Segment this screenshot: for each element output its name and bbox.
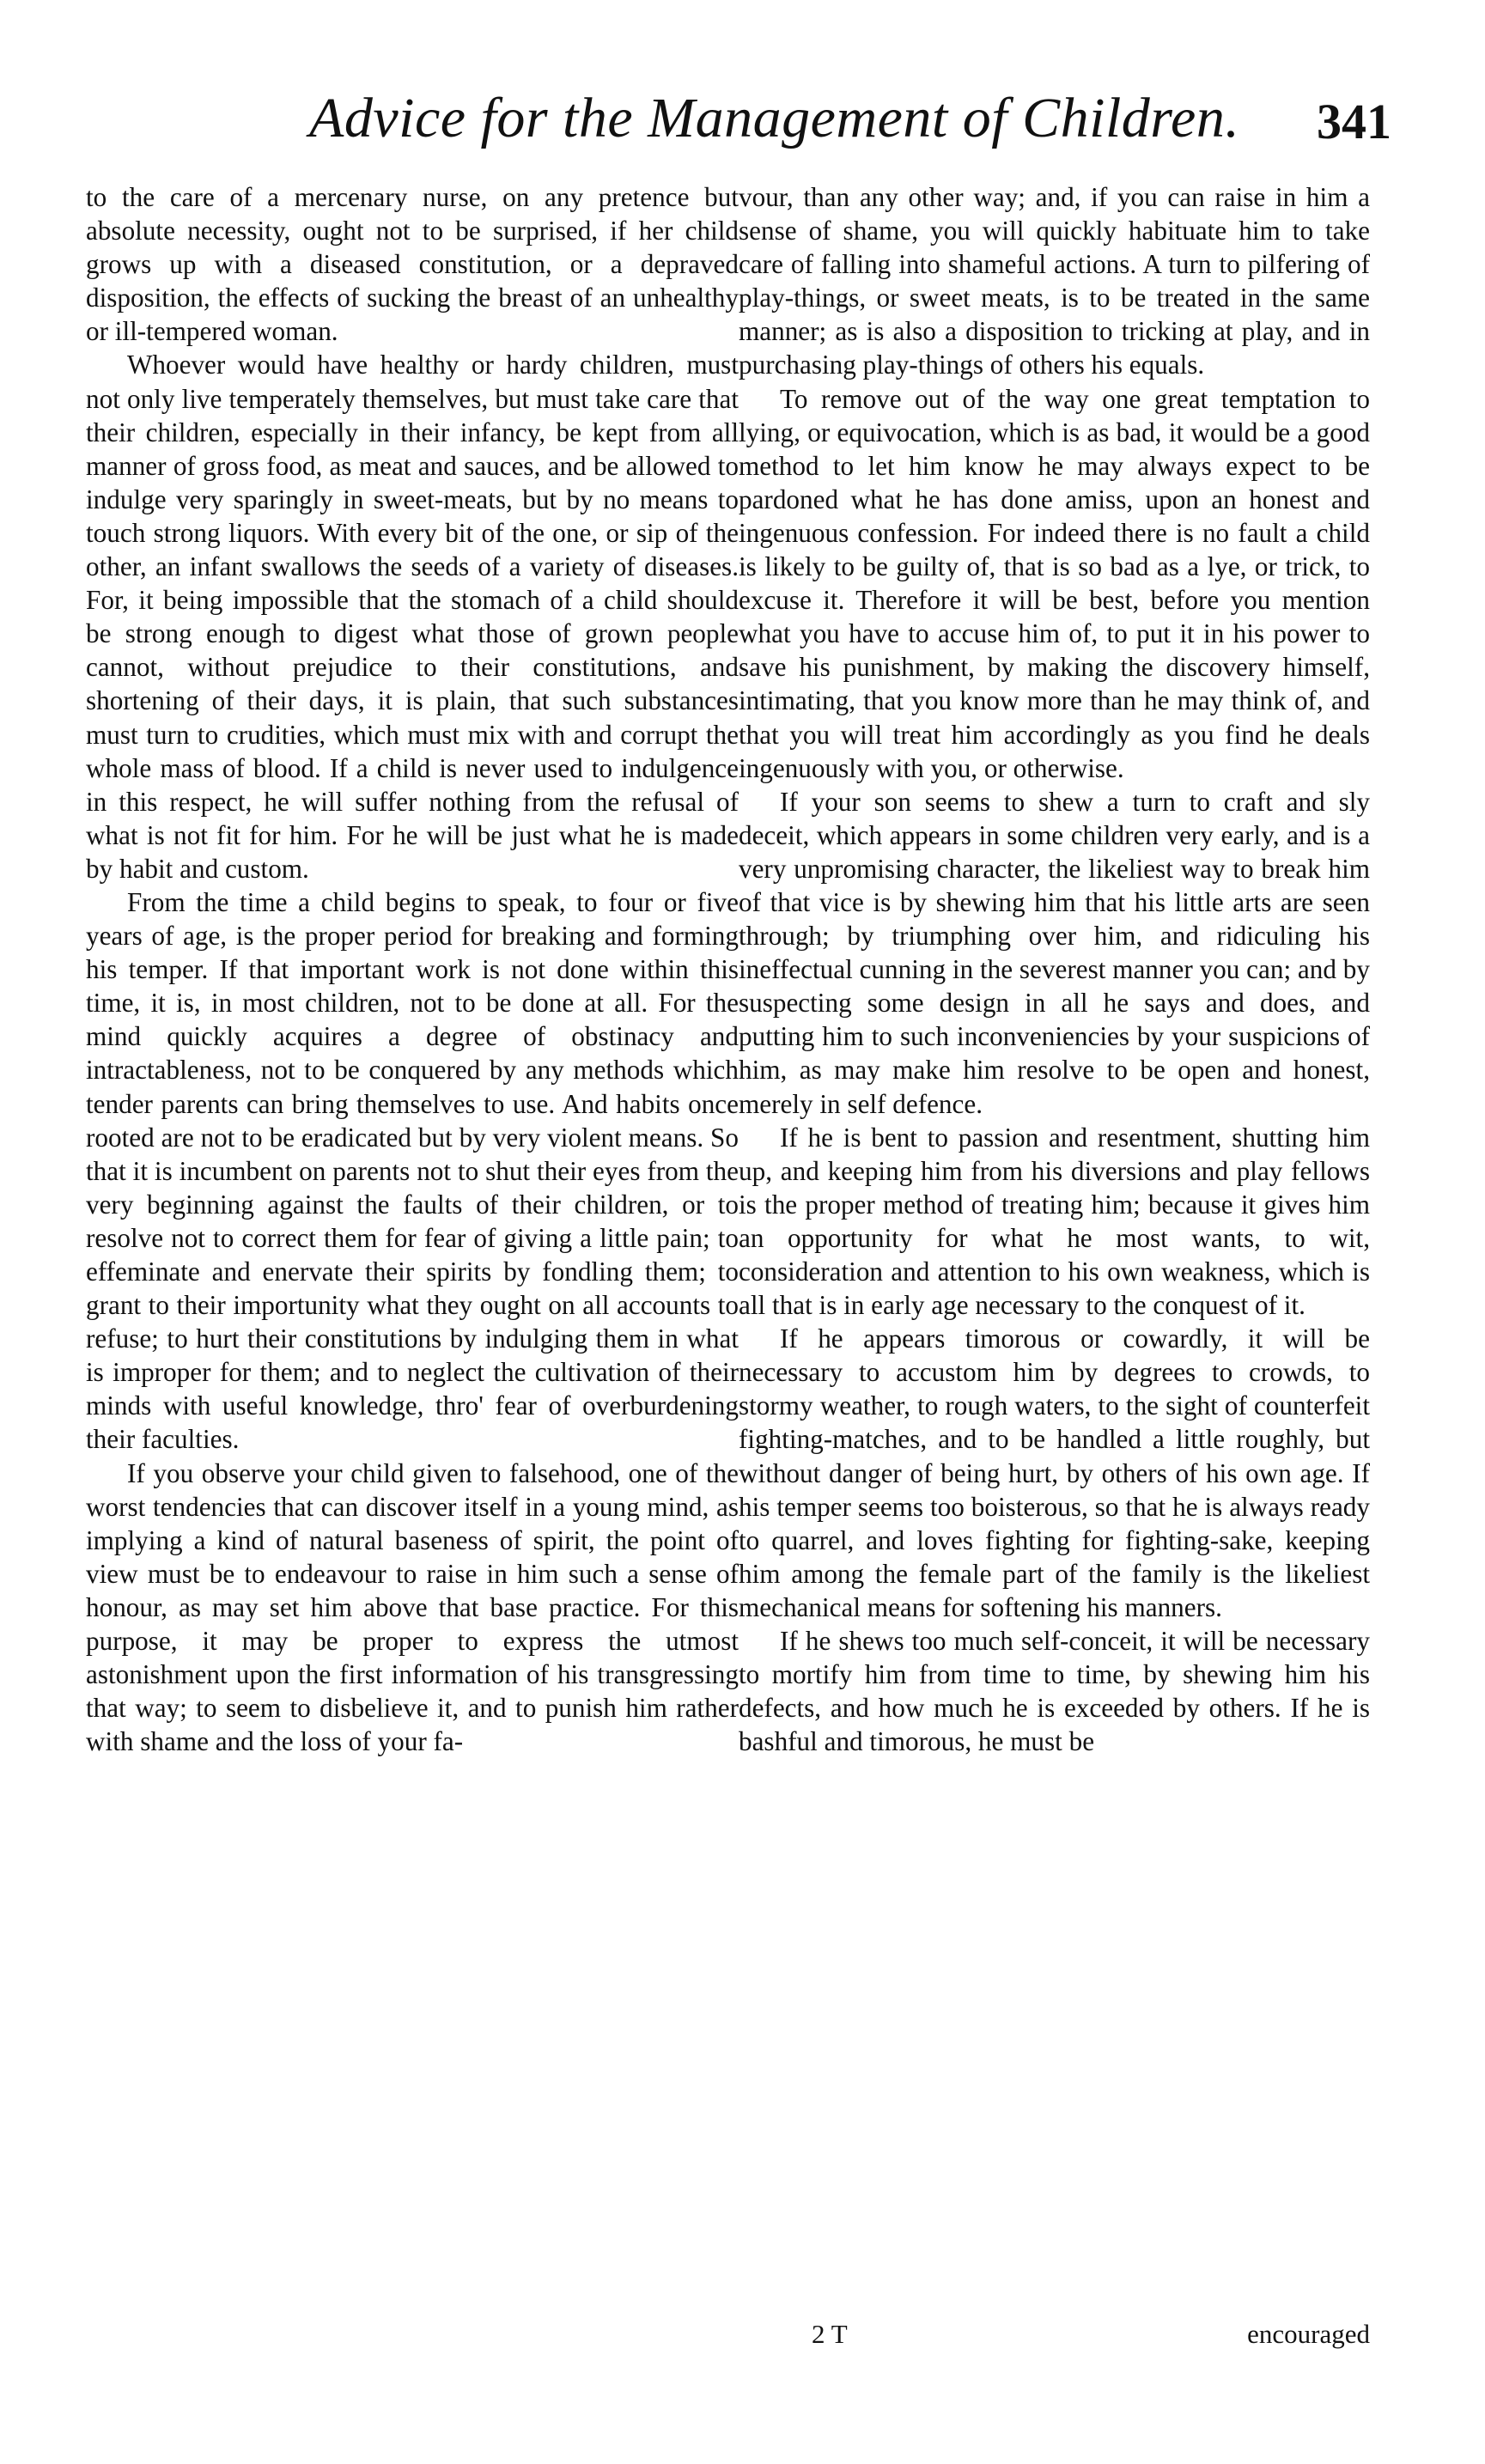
paragraph: From the time a child begins to speak, to four or five years of age, is the proper period for breaking and forming his temper. If that important work is not done within this time, it is, in most children, not to be done at all. For the mind quickly acquires a degree of obstinacy and intractableness, not to be conquered by any methods which tender parents can bring themselves to use. And habits once rooted are not to be eradicated but by very violent means. So that it is incumbent on parents not to shut their eyes from the very beginning against the faults of their children, or to resolve not to correct them for fear of giving a little pain; to effeminate and enervate their spirits by fondling them; to grant to their importunity what they ought on all accounts to refuse; to hurt their constitutions by indulging them in what is improper for them; and to neglect the cultivation of their minds with useful knowledge, thro' fear of overburdening their faculties. [86,886,739,1455]
page-number: 341 [1317,94,1391,149]
left-column [86,180,739,1758]
page-header [275,86,1391,172]
paragraph: If your son seems to shew a turn to craft and sly deceit, which appears in some children very early, and is a very unpromising character, the likeliest way to break him of that vice is by shewing him that his little arts are seen through; by triumphing over him, and ridiculing his ineffectual cunning in the severest manner you can; and by suspecting some design in all he says and does, and putting him to such inconveniencies by your suspicions of him, as may make him resolve to be open and honest, merely in self defence. [739,786,1370,1119]
paragraph: Whoever would have healthy or hardy children, must not only live temperately themselves, but must take care that their children, especially in their infancy, be kept from all manner of gross food, as meat and sauces, and be allowed to indulge very sparingly in sweet-meats, but by no means to touch strong liquors. With every bit of the one, or sip of the other, an infant swallows the seeds of a variety of diseases. For, it being impossible that the stomach of a child should be strong enough to digest what those of grown people cannot, without prejudice to their constitutions, and shortening of their days, it is plain, that such substances must turn to crudities, which must mix with and corrupt the whole mass of blood. If a child is never used to indulgence in this respect, he will suffer nothing from the refusal of what is not fit for him. For he will be just what he is made by habit and custom. [86,350,739,884]
right-column [739,180,1370,1758]
running-title: Advice for the Management of Children. [309,87,1240,149]
paragraph: If you observe your child given to falsehood, one of the worst tendencies that can discover itself in a young mind, as implying a kind of natural baseness of spirit, the point of view must be to endeavour to raise in him such a sense of honour, as may set him above that base practice. For this purpose, it may be proper to express the utmost astonishment upon the first information of his transgressing that way; to seem to disbelieve it, and to punish him rather with shame and the loss of your fa- [86,1457,739,1757]
page-footer [739,2319,1370,2362]
paragraph: To remove out of the way one great temptation to lying, or equivocation, which is as bad, it would be a good method to let him know he may always expect to be pardoned what he has done amiss, upon an honest and ingenuous confession. For indeed there is no fault a child is likely to be guilty of, that is so bad as a lye, or trick, to excuse it. Therefore it will be best, before you mention what you have to accuse him of, to put it in his power to save his punishment, by making the discovery himself, intimating, that you know more than he may think of, and that you will treat him accordingly as you find he deals ingenuously with you, or otherwise. [739,383,1370,783]
catchword: encouraged [1247,2319,1370,2349]
paragraph: If he is bent to passion and resentment, shutting him up, and keeping him from his diversions and play fellows is the proper method of treating him; because it gives him an opportunity for what he most wants, to wit, consideration and attention to his own weakness, which is all that is in early age necessary to the conquest of it. [739,1122,1370,1321]
paragraph: If he appears timorous or cowardly, it will be necessary to accustom him by degrees to crowds, to stormy weather, to rough waters, to the sight of counterfeit fighting-matches, and to be handled a little roughly, but without danger of being hurt, by others of his own age. If his temper seems too boisterous, so that he is always ready to quarrel, and loves fighting for fighting-sake, keeping him among the female part of the family is the likeliest mechanical means for softening his manners. [739,1323,1370,1622]
paragraph: If he shews too much self-conceit, it will be necessary to mortify him from time to time, by shewing him his defects, and how much he is exceeded by others. If he is bashful and timorous, he must be [739,1626,1370,1757]
paragraph: vour, than any other way; and, if you can raise in him a sense of shame, you will quickly habituate him to take care of falling into shameful actions. A turn to pilfering of play-things, or sweet meats, is to be treated in the same manner; as is also a disposition to tricking at play, and in purchasing play-things of others his equals. [739,182,1370,380]
paragraph: to the care of a mercenary nurse, on any pretence but absolute necessity, ought not to be surprised, if her child grows up with a diseased constitution, or a depraved disposition, the effects of sucking the breast of an unhealthy or ill-tempered woman. [86,182,739,347]
signature-mark: 2 T [812,2319,848,2349]
